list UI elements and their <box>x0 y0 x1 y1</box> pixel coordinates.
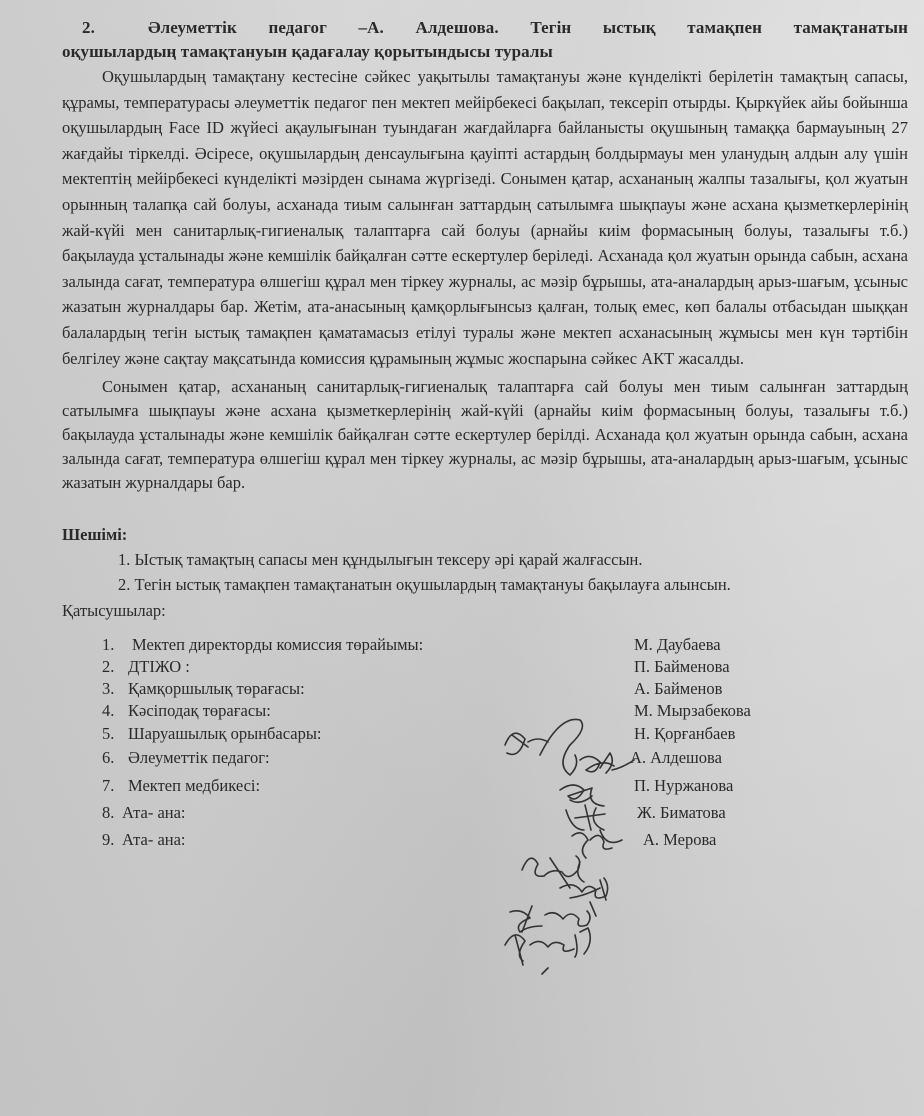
decision-item: 1. Ыстық тамақтың сапасы мен құндылығын тексеру әрі қарай жалғассын. <box>118 550 643 570</box>
participant-name: П. Байменова <box>634 657 730 677</box>
heading-line-2: оқушылардың тамақтануын қадағалау қорытындысы туралы <box>62 42 553 61</box>
decision-section <box>62 523 908 597</box>
participant-index: 5. <box>102 724 115 744</box>
participant-name: А. Мерова <box>643 830 717 850</box>
decision-list <box>62 548 908 597</box>
participant-name: Н. Қорғанбаев <box>634 724 736 744</box>
participant-row <box>102 657 862 681</box>
participant-row <box>102 830 862 854</box>
participant-role: Ата- ана: <box>122 803 186 823</box>
participant-row <box>102 701 862 725</box>
participant-index: 6. <box>102 748 115 768</box>
participant-row <box>102 776 862 800</box>
participant-role: Ата- ана: <box>122 830 186 850</box>
participant-role: Қамқоршылық төрағасы: <box>128 679 305 699</box>
participant-role: Мектеп медбикесі: <box>128 776 261 796</box>
signature-8 <box>510 902 596 932</box>
decision-title: Шешімі: <box>62 525 128 545</box>
signature-7 <box>560 878 608 900</box>
participant-role: Кәсіподақ төрағасы: <box>128 701 271 721</box>
participant-role: ДТІЖО : <box>128 657 190 677</box>
heading-line-1 <box>62 16 908 40</box>
participant-index: 9. <box>102 830 115 850</box>
participant-name: М. Даубаева <box>634 635 721 655</box>
body-paragraph-2: Сонымен қатар, асхананың санитарлық-гигиеналық талаптарға сай болуы мен тиым салынған заттардың сатылымға шықпауы және асхана қызметкерлерінің жай-күйі (арнайы киім формасының болуы, тазалығы т.б.) бақылауда ұсталынады және кемшілік байқалған сәтте ескертулер берілді. Асханада қол жуатын орында сабын, асхана залында сағат, температура өлшегіш құрал мен тіркеу журналы, ас мәзір бұрышы, ата-аналардың арыз-шағым, ұсыныс жазатын журналдары бар. <box>62 377 908 493</box>
decision-item: 2. Тегін ыстық тамақпен тамақтанатын оқушылардың тамақтануы бақылауға алынсын. <box>118 575 731 595</box>
body-paragraph-1: Оқушылардың тамақтану кестесіне сәйкес уақытылы тамақтануы және күнделікті берілетін тамақтың сапасы, құрамы, температурасы әлеуметтік педагог пен мектеп мейірбекесі бақылап, тексеріп отырды. Қыркүйек айы бойынша оқушылардың Face ID жүйесі ақаулығынан туындаған жағдайларға байланысты оқушының тамаққа бармауының 27 жағдайы тіркелді. Әсіресе, оқушылардың денсаулығына қауіпті астардың болдырмауы мен уланудың алдын алу үшін мектептің мейірбекесі күнделікті мәзірден сынама жүргізеді. Сонымен қатар, асхананың жалпы тазалығы, қол жуатын орынның талапқа сай болуы, асханада тиым салынған заттардың сатылымға шықпауы және асхана қызметкерлерінің жай-күйі мен санитарлық-гигиеналық талаптарға сай болуы (арнайы киім формасының болуы, тазалығы т.б.) бақылауда ұсталынады және кемшілік байқалған сәтте ескертулер беріледі. Асханада қол жуатын орында сабын, асхана залында сағат, температура өлшегіш құрал мен тіркеу журналы, ас мәзір бұрышы, ата-аналардың арыз-шағым, ұсыныс жазатын журналдары бар. Жетім, ата-анасының қамқорлығынсыз қалған, толық емес, көп балалы отбасыдан шыққан балалардың тегін ыстық тамақпен қаматамасыз етілуі туралы және мектеп асханасының жұмысы мен күн тәртібін белгілеу және сақтау мақсатында комиссия құрамының жұмыс жоспарына сәйкес АКТ жасалды. <box>62 67 908 368</box>
participant-row <box>102 724 862 748</box>
participant-name: М. Мырзабекова <box>634 701 751 721</box>
participant-row <box>102 679 862 703</box>
heading-title: Әлеуметтік педагог –А. Алдешова. Тегін ыстық тамақпен тамақтанатын <box>148 18 908 37</box>
participant-index: 3. <box>102 679 115 699</box>
participant-index: 8. <box>102 803 115 823</box>
participant-name: А. Алдешова <box>630 748 722 768</box>
participant-name: Ж. Биматова <box>637 803 726 823</box>
participant-index: 7. <box>102 776 115 796</box>
section-heading <box>62 16 908 64</box>
participant-name: П. Нуржанова <box>634 776 734 796</box>
participant-row <box>102 803 862 827</box>
heading-number: 2. <box>82 18 95 37</box>
participant-row <box>102 748 862 772</box>
participant-name: А. Байменов <box>634 679 723 699</box>
participants-label: Қатысушылар: <box>62 601 166 621</box>
signature-9 <box>505 928 590 974</box>
participant-role: Шаруашылық орынбасары: <box>128 724 322 744</box>
participant-index: 4. <box>102 701 115 721</box>
document-content <box>62 16 908 875</box>
participant-row <box>102 635 862 659</box>
participant-index: 2. <box>102 657 115 677</box>
participant-role: Әлеуметтік педагог: <box>128 748 270 768</box>
participants-list <box>62 635 908 875</box>
participant-role: Мектеп директорды комиссия төрайымы: <box>132 635 424 655</box>
participant-index: 1. <box>102 635 115 655</box>
